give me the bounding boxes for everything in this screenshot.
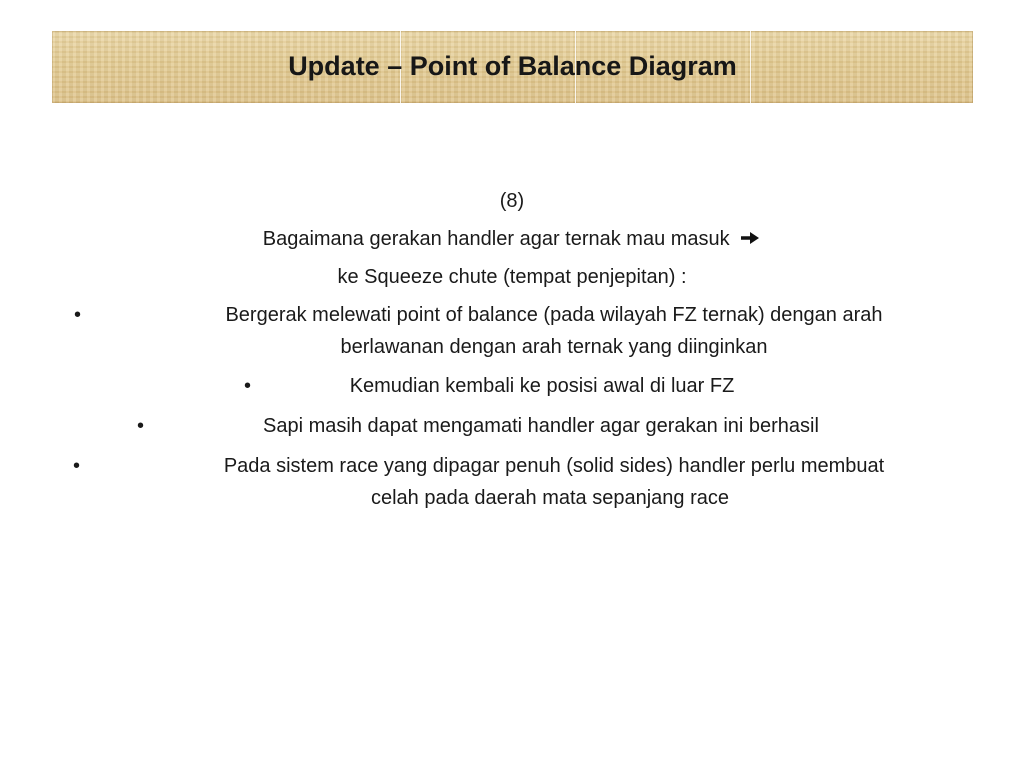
bullet-4-line-2: celah pada daerah mata sepanjang race xyxy=(370,487,730,509)
bullet-1-line-1: Bergerak melewati point of balance (pada wilayah FZ ternak) dengan arah xyxy=(225,304,883,326)
bullet-symbol-2: • xyxy=(244,375,252,397)
bullet-symbol-3: • xyxy=(137,415,145,437)
bullet-symbol-1: • xyxy=(74,304,82,326)
bullet-1-line-2: berlawanan dengan arah ternak yang diinginkan xyxy=(340,336,768,358)
slide-title: Update – Point of Balance Diagram xyxy=(288,51,737,81)
bullet-4-line-1: Pada sistem race yang dipagar penuh (solid sides) handler perlu membuat xyxy=(223,455,885,477)
bullet-2-line-1: Kemudian kembali ke posisi awal di luar FZ xyxy=(349,375,735,397)
bullet-symbol-4: • xyxy=(73,455,81,477)
slide-body xyxy=(60,185,964,514)
intro-line-2: ke Squeeze chute (tempat penjepitan) : xyxy=(337,266,687,288)
bullet-item-1 xyxy=(60,299,964,363)
bullet-item-4 xyxy=(60,450,964,514)
bullet-3-line-1: Sapi masih dapat mengamati handler agar gerakan ini berhasil xyxy=(263,415,819,437)
intro-line-1 xyxy=(60,223,964,256)
bullet-item-2 xyxy=(60,370,964,403)
bullet-item-3 xyxy=(60,410,964,443)
title-banner xyxy=(52,31,973,103)
slide-number-label: (8) xyxy=(499,190,525,212)
right-arrow-icon xyxy=(739,229,761,247)
intro-text-1: Bagaimana gerakan handler agar ternak mau masuk xyxy=(262,228,730,250)
